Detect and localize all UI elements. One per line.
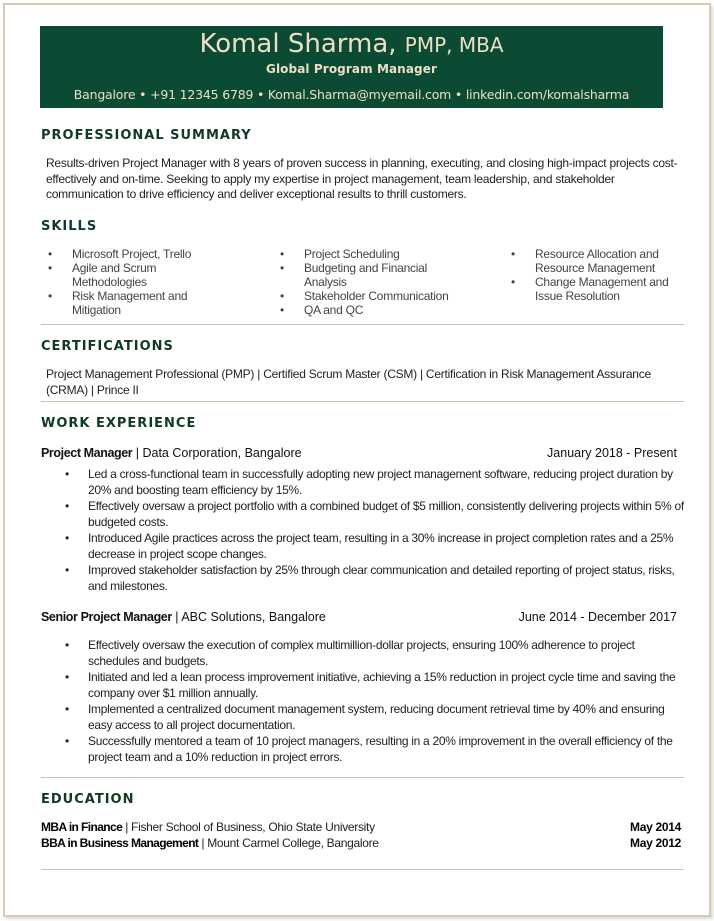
job-dates: January 2018 - Present <box>547 446 677 460</box>
job-header <box>41 446 677 460</box>
job-role: Senior Project Manager <box>41 610 172 624</box>
divider <box>41 777 684 778</box>
skill-item: • Risk Management and Mitigation <box>46 289 212 317</box>
job-header <box>41 610 677 624</box>
skill-item: • QA and QC <box>278 303 468 317</box>
job-bullet: • Initiated and led a lean process improvement initiative, achieving a 15% reduction in project cycle time and saving the company over $1 million annually. <box>41 670 686 701</box>
job-role: Project Manager <box>41 446 133 460</box>
job-bullets <box>41 467 686 595</box>
job-bullet: • Effectively oversaw the execution of complex multimillion-dollar projects, ensuring 100% adherence to project schedules and budgets. <box>41 638 686 669</box>
credentials-text: PMP, MBA <box>404 33 504 57</box>
contact-line: Bangalore • +91 12345 6789 • Komal.Sharma@myemail.com • linkedin.com/komalsharma <box>73 87 630 102</box>
section-title-education: EDUCATION <box>41 792 135 807</box>
job-company: | ABC Solutions, Bangalore <box>171 610 326 624</box>
job-bullet: • Improved stakeholder satisfaction by 25% through clear communication and detailed reporting of project status, risks, and milestones. <box>41 563 686 594</box>
job-bullet: • Introduced Agile practices across the project team, resulting in a 30% increase in project completion rates and a 25% decrease in project scope changes. <box>41 531 686 562</box>
job-bullet: • Effectively oversaw a project portfolio with a combined budget of $5 million, consistently delivering projects within 5% of budgeted costs. <box>41 499 686 530</box>
name-text: Komal Sharma, <box>199 29 397 59</box>
skill-item: • Resource Allocation and Resource Management <box>509 247 670 275</box>
skill-item: • Stakeholder Communication <box>278 289 468 303</box>
section-title-skills: SKILLS <box>41 219 98 234</box>
section-title-certifications: CERTIFICATIONS <box>41 339 174 354</box>
summary-text: Results-driven Project Manager with 8 years of proven success in planning, executing, and closing high-impact projects cost-effectively and on-time. Seeking to apply my expertise in project management, team leadership, and stakeholder communication to drive efficiency and deliver exceptional results to thrill customers. <box>46 156 678 201</box>
job-bullet: • Successfully mentored a team of 10 project managers, resulting in a 20% improvement in the overall efficiency of the project team and a 10% reduction in project errors. <box>41 734 686 765</box>
job-bullet: • Implemented a centralized document management system, reducing document retrieval time by 40% and ensuring easy access to all project documentation. <box>41 702 686 733</box>
divider <box>41 401 684 402</box>
education-entry <box>41 820 681 834</box>
job-title: Global Program Manager <box>266 62 437 76</box>
skills-column-3 <box>509 247 679 303</box>
divider <box>41 869 684 870</box>
section-title-summary: PROFESSIONAL SUMMARY <box>41 128 252 143</box>
education-entry <box>41 836 681 850</box>
job-company: | Data Corporation, Bangalore <box>132 446 302 460</box>
skills-column-1 <box>46 247 236 317</box>
skill-item: • Agile and Scrum Methodologies <box>46 261 192 289</box>
school: | Fisher School of Business, Ohio State University <box>122 820 375 834</box>
certifications-text: Project Management Professional (PMP) | Certified Scrum Master (CSM) | Certification in Risk Management Assurance (CRMA) | Prince II <box>46 367 651 397</box>
resume-header <box>40 26 663 108</box>
skill-item: • Project Scheduling <box>278 247 468 261</box>
skill-item: • Change Management and Issue Resolution <box>509 275 675 303</box>
school: | Mount Carmel College, Bangalore <box>198 836 379 850</box>
skill-item: • Microsoft Project, Trello <box>46 247 236 261</box>
candidate-name <box>40 28 663 61</box>
graduation-date: May 2012 <box>630 836 681 850</box>
job-dates: June 2014 - December 2017 <box>518 610 677 624</box>
skills-column-2 <box>278 247 468 317</box>
skill-item: • Budgeting and Financial Analysis <box>278 261 454 289</box>
section-title-experience: WORK EXPERIENCE <box>41 416 197 431</box>
graduation-date: May 2014 <box>630 820 681 834</box>
degree: MBA in Finance <box>41 820 123 834</box>
job-bullets <box>41 638 686 766</box>
divider <box>41 324 684 325</box>
job-bullet: • Led a cross-functional team in successfully adopting new project management software, reducing project duration by 20% and boosting team efficiency by 15%. <box>41 467 686 498</box>
degree: BBA in Business Management <box>41 836 199 850</box>
